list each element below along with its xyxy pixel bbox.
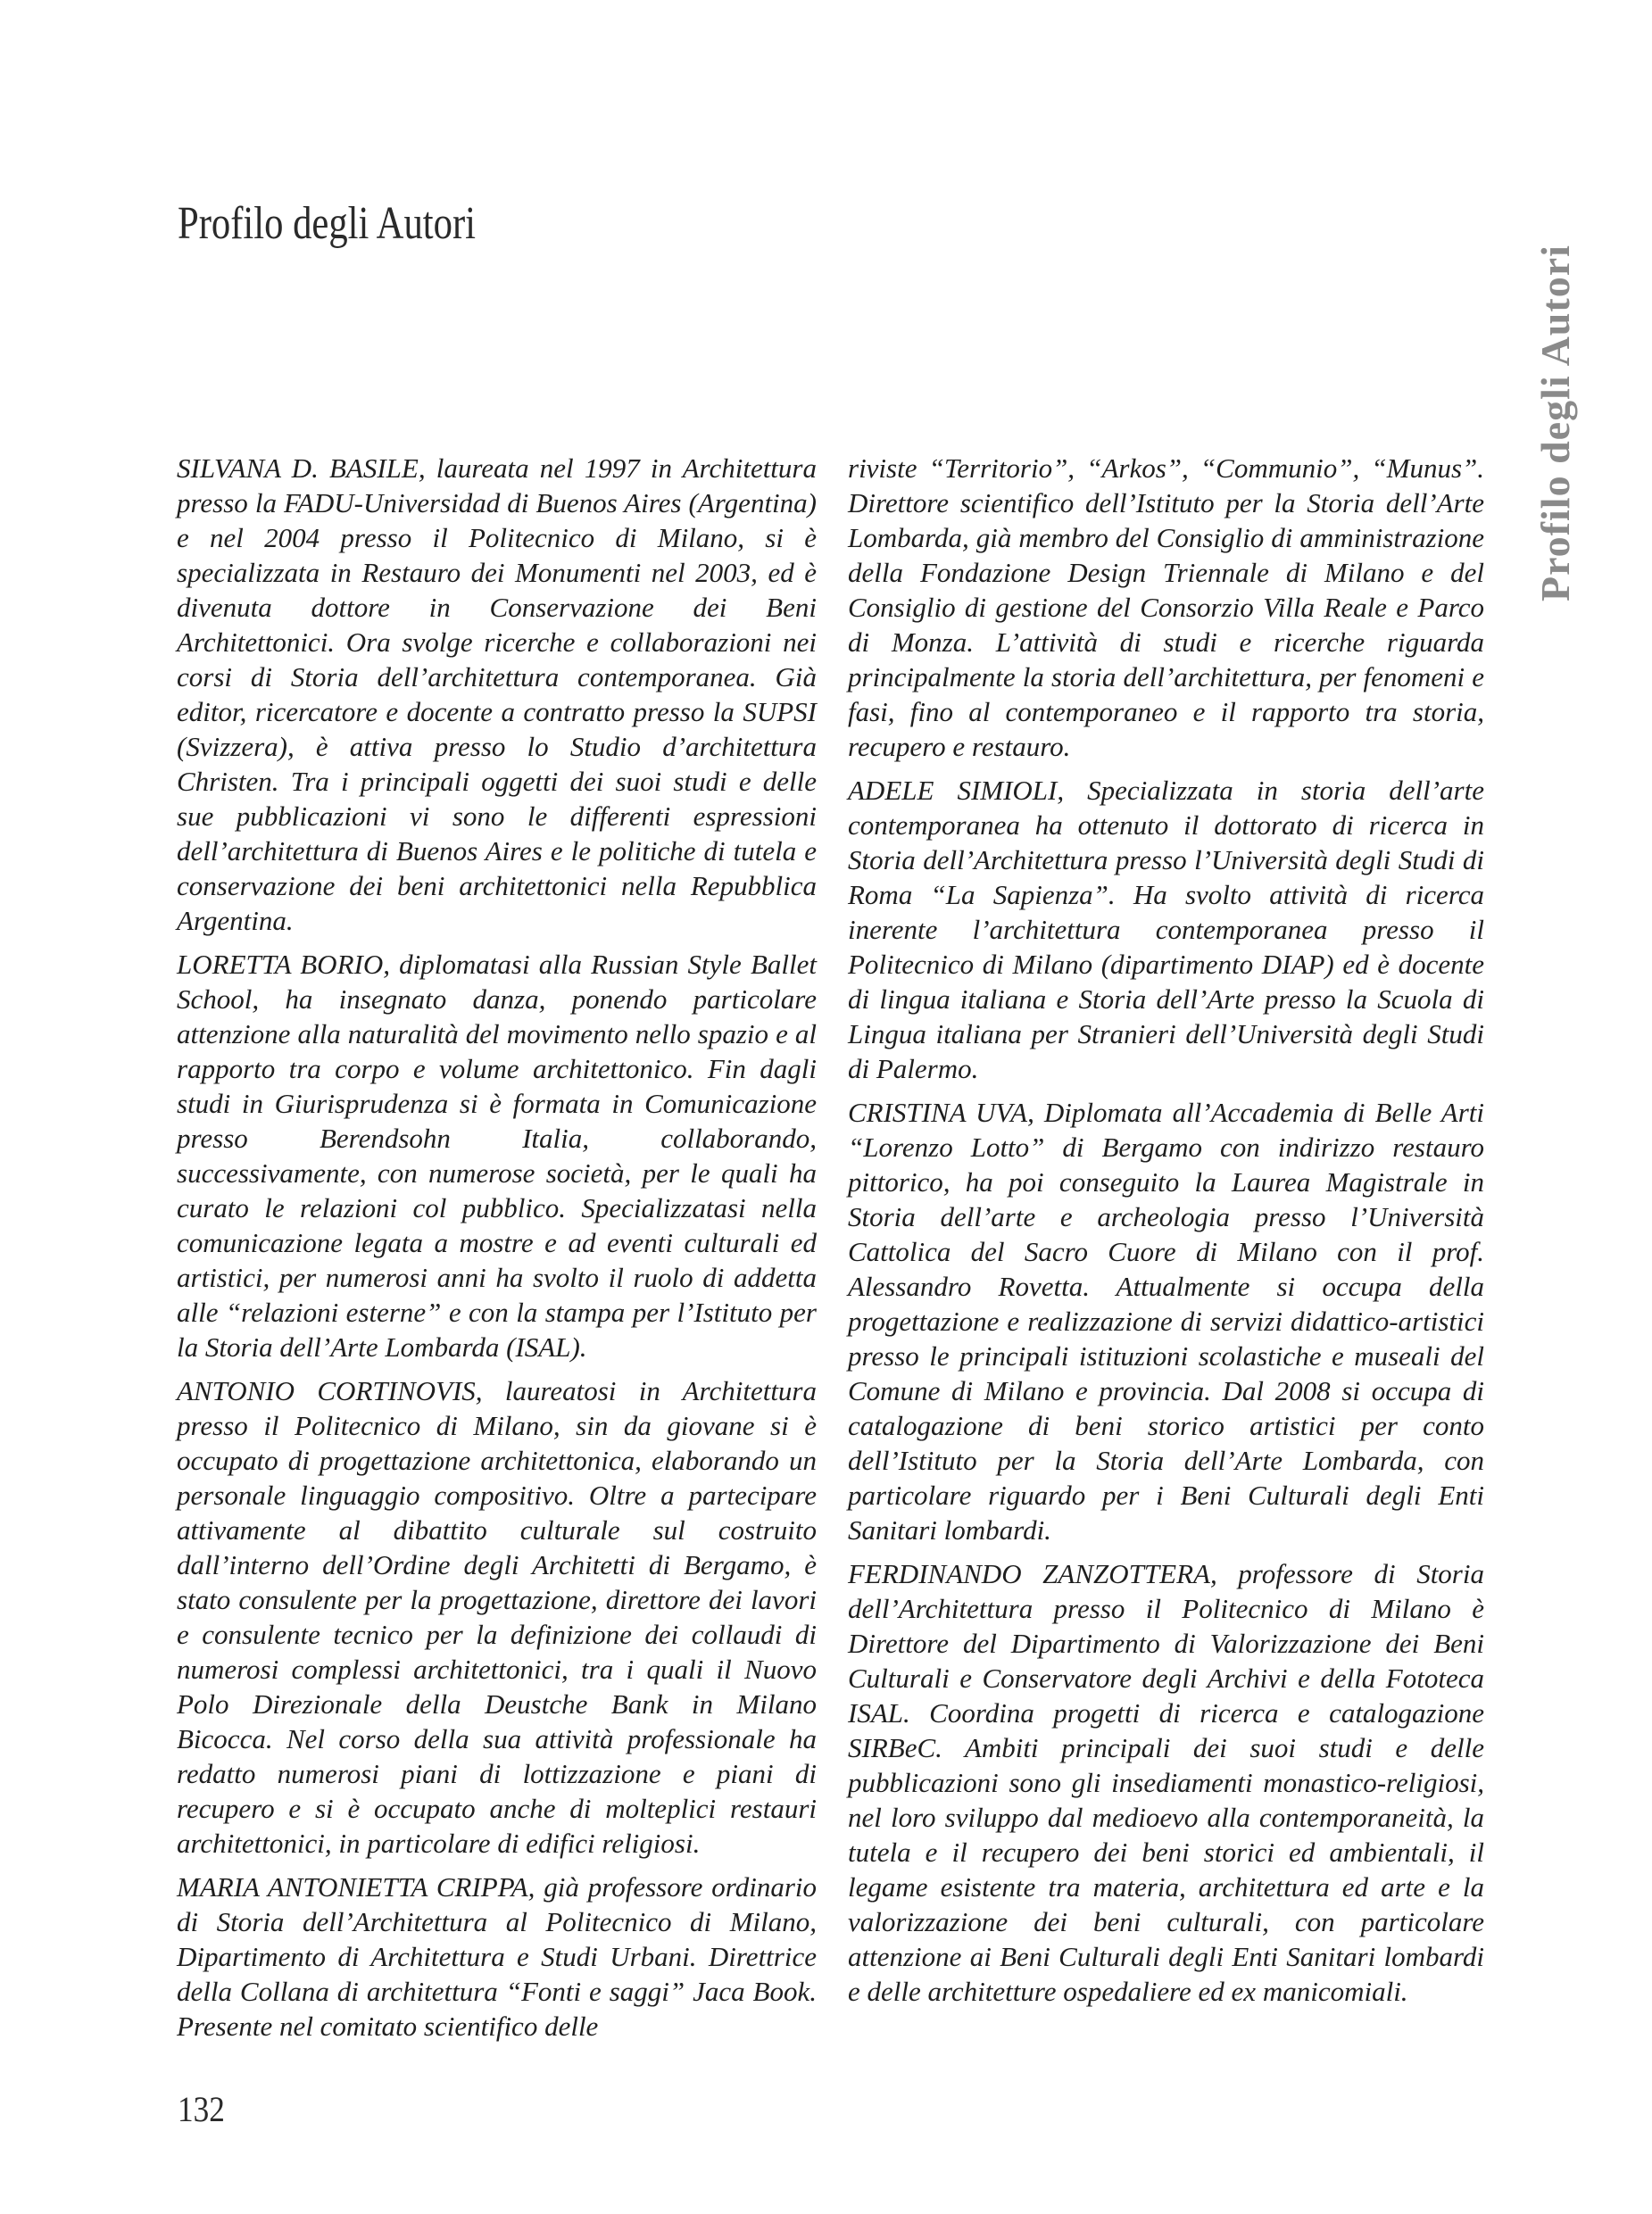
bio-paragraph (848, 1556, 1484, 2009)
bio-text: , diplomatasi alla Russian Style Ballet School, ha insegnato danza, ponendo particolare attenzione alla naturalità del movimento nello spazio e al rapporto tra corpo e volume architettonico. Fin dagli studi in Giurisprudenza si è formata in Comunicazione presso Berendsohn Italia, collaborando, successivamente, con numerose società, per le quali ha curato le relazioni col pubblico. Specializzatasi nella comunicazione legata a mostre e ad eventi culturali ed artistici, per numerosi anni ha svolto il ruolo di addetta alle “relazioni esterne” e con la stampa per l’Istituto per la Storia dell’Arte Lombarda (ISAL). (177, 949, 817, 1363)
bio-paragraph (177, 451, 817, 938)
text-column-right (848, 451, 1484, 2018)
bio-text: , già professore ordinario di Storia dell’Architettura al Politecnico di Milano, Dipartimento di Architettura e Studi Urbani. Direttrice della Collana di architettura “Fonti e saggi” Jaca Book. Presente nel comitato scientifico delle (177, 1871, 817, 2042)
author-name: CRISTINA UVA (848, 1097, 1028, 1128)
author-name: MARIA ANTONIETTA CRIPPA (177, 1871, 528, 1903)
bio-text: , Diplomata all’Accademia di Belle Arti “Lorenzo Lotto” di Bergamo con indirizzo restauro pittorico, ha poi conseguito la Laurea Magistrale in Storia dell’arte e archeologia presso l’Università Cattolica del Sacro Cuore di Milano con il prof. Alessandro Rovetta. Attualmente si occupa della progettazione e realizzazione di servizi didattico-artistici presso le principali istituzioni scolastiche e museali del Comune di Milano e provincia. Dal 2008 si occupa di catalogazione di beni storico artistici per conto dell’Istituto per la Storia dell’Arte Lombarda, con particolare riguardo per i Beni Culturali degli Enti Sanitari lombardi. (848, 1097, 1484, 1546)
bio-paragraph (177, 947, 817, 1364)
bio-paragraph (177, 1870, 817, 2044)
bio-text: , laureatosi in Architettura presso il Politecnico di Milano, sin da giovane si è occupato di progettazione architettonica, elaborando un personale linguaggio compositivo. Oltre a partecipare attivamente al dibattito culturale sul costruito dall’interno dell’Ordine degli Architetti di Bergamo, è stato consulente per la progettazione, direttore dei lavori e consulente tecnico per la definizione dei collaudi di numerosi complessi architettonici, tra i quali il Nuovo Polo Direzionale della Deustche Bank in Milano Bicocca. Nel corso della sua attività professionale ha redatto numerosi piani di lottizzazione e piani di recupero e si è occupato anche di molteplici restauri architettonici, in particolare di edifici religiosi. (177, 1375, 817, 1859)
page-number: 132 (178, 2089, 225, 2129)
text-column-left (177, 451, 817, 2052)
bio-text: , professore di Storia dell’Architettura presso il Politecnico di Milano è Direttore del Dipartimento di Valorizzazione dei Beni Culturali e Conservatore degli Archivi e della Fototeca ISAL. Coordina progetti di ricerca e catalogazione SIRBeC. Ambiti principali dei suoi studi e delle pubblicazioni sono gli insediamenti monastico-religiosi, nel loro sviluppo dal medioevo alla contemporaneità, la tutela e il recupero dei beni storici ed ambientali, il legame esistente tra materia, architettura ed arte e la valorizzazione dei beni culturali, con particolare attenzione ai Beni Culturali degli Enti Sanitari lombardi e delle architetture ospedaliere ed ex manicomiali. (848, 1558, 1484, 2007)
author-name: FERDINANDO ZANZOTTERA (848, 1558, 1210, 1589)
bio-paragraph (848, 773, 1484, 1086)
author-name: ANTONIO CORTINOVIS (177, 1375, 476, 1406)
bio-text: riviste “Territorio”, “Arkos”, “Communio”, “Munus”. Direttore scientifico dell’Istituto per la Storia dell’Arte Lombarda, già membro del Consiglio di amministrazione della Fondazione Design Triennale di Milano e del Consiglio di gestione del Consorzio Villa Reale e Parco di Monza. L’attività di studi e ricerche riguarda principalmente la storia dell’architettura, per fenomeni e fasi, fino al contemporaneo e il rapporto tra storia, recupero e restauro. (848, 452, 1484, 762)
sidebar-vertical-running-head: Profilo degli Autori (1532, 245, 1578, 601)
bio-paragraph (177, 1373, 817, 1861)
author-name: LORETTA BORIO (177, 949, 384, 980)
bio-text: , laureata nel 1997 in Architettura presso la FADU-Universidad di Buenos Aires (Argentina) e nel 2004 presso il Politecnico di Milano, si è specializzata in Restauro dei Monumenti nel 2003, ed è divenuta dottore in Conservazione dei Beni Architettonici. Ora svolge ricerche e collaborazioni nei corsi di Storia dell’architettura contemporanea. Già editor, ricercatore e docente a contratto presso la SUPSI (Svizzera), è attiva presso lo Studio d’architettura Christen. Tra i principali oggetti dei suoi studi e delle sue pubblicazioni vi sono le differenti espressioni dell’architettura di Buenos Aires e le politiche di tutela e conservazione dei beni architettonici nella Repubblica Argentina. (177, 452, 817, 936)
bio-paragraph-continuation (848, 451, 1484, 764)
bio-text: , Specializzata in storia dell’arte contemporanea ha ottenuto il dottorato di ricerca in Storia dell’Architettura presso l’Università degli Studi di Roma “La Sapienza”. Ha svolto attività di ricerca inerente l’architettura contemporanea presso il Politecnico di Milano (dipartimento DIAP) ed è docente di lingua italiana e Storia dell’Arte presso la Scuola di Lingua italiana per Stranieri dell’Università degli Studi di Palermo. (848, 775, 1484, 1084)
author-name: SILVANA D. BASILE (177, 452, 419, 484)
bio-paragraph (848, 1095, 1484, 1547)
author-name: ADELE SIMIOLI (848, 775, 1058, 806)
page-title: Profilo degli Autori (178, 197, 477, 249)
